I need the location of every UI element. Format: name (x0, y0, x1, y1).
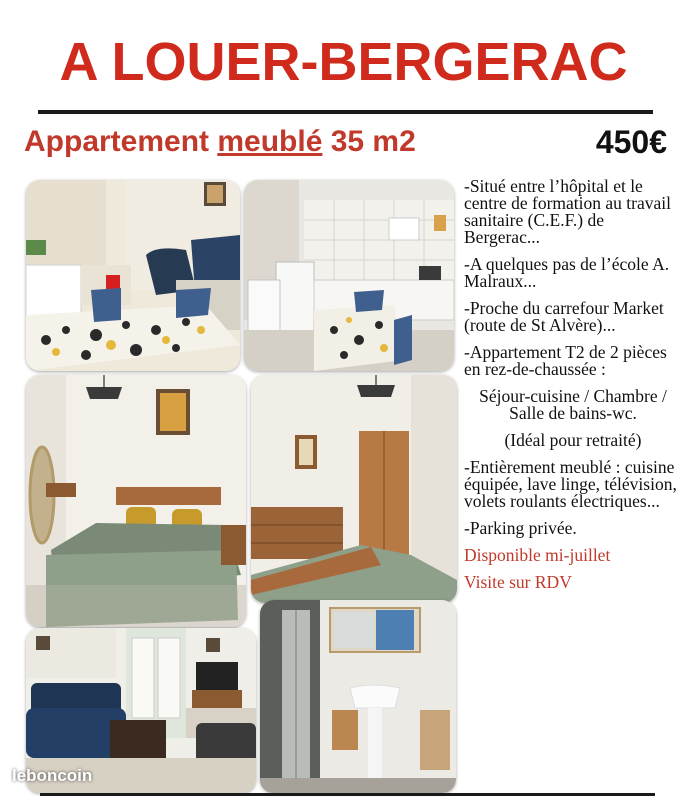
title-divider (38, 110, 653, 114)
desc-availability: Disponible mi-juillet (464, 545, 611, 565)
photo-bedroom-wardrobe (251, 375, 457, 603)
desc-apartment: -Appartement T2 de 2 pièces en rez-de-chaussée : (464, 342, 667, 379)
desc-visit: Visite sur RDV (464, 572, 572, 592)
desc-school: -A quelques pas de l’école A. Malraux... (464, 254, 670, 291)
photo-living-dining (26, 180, 240, 371)
desc-rooms: Séjour-cuisine / Chambre / Salle de bains-wc. (479, 386, 667, 423)
photo-bathroom (260, 600, 456, 793)
desc-furnished: -Entièrement meublé : cuisine équipée, lave linge, télévision, volets roulants électriques... (464, 457, 677, 511)
photo-bedroom (26, 375, 246, 627)
price: 450€ (595, 124, 667, 160)
desc-parking: -Parking privée. (464, 518, 577, 538)
subtitle (24, 124, 416, 160)
photo-kitchen (244, 180, 454, 371)
description-column (464, 178, 682, 601)
desc-ideal: (Idéal pour retraité) (504, 430, 642, 450)
leboncoin-watermark: leboncoin (12, 766, 93, 785)
subtitle-suffix: 35 m2 (322, 125, 416, 158)
bottom-divider (40, 793, 655, 796)
desc-location: -Situé entre l’hôpital et le centre de formation au travail sanitaire (C.E.F.) de Bergerac... (464, 176, 671, 247)
subtitle-underlined: meublé (217, 125, 323, 158)
page-title: A LOUER-BERGERAC (59, 32, 628, 92)
desc-shop: -Proche du carrefour Market (route de St Alvère)... (464, 298, 664, 335)
subtitle-prefix: Appartement (24, 125, 218, 158)
